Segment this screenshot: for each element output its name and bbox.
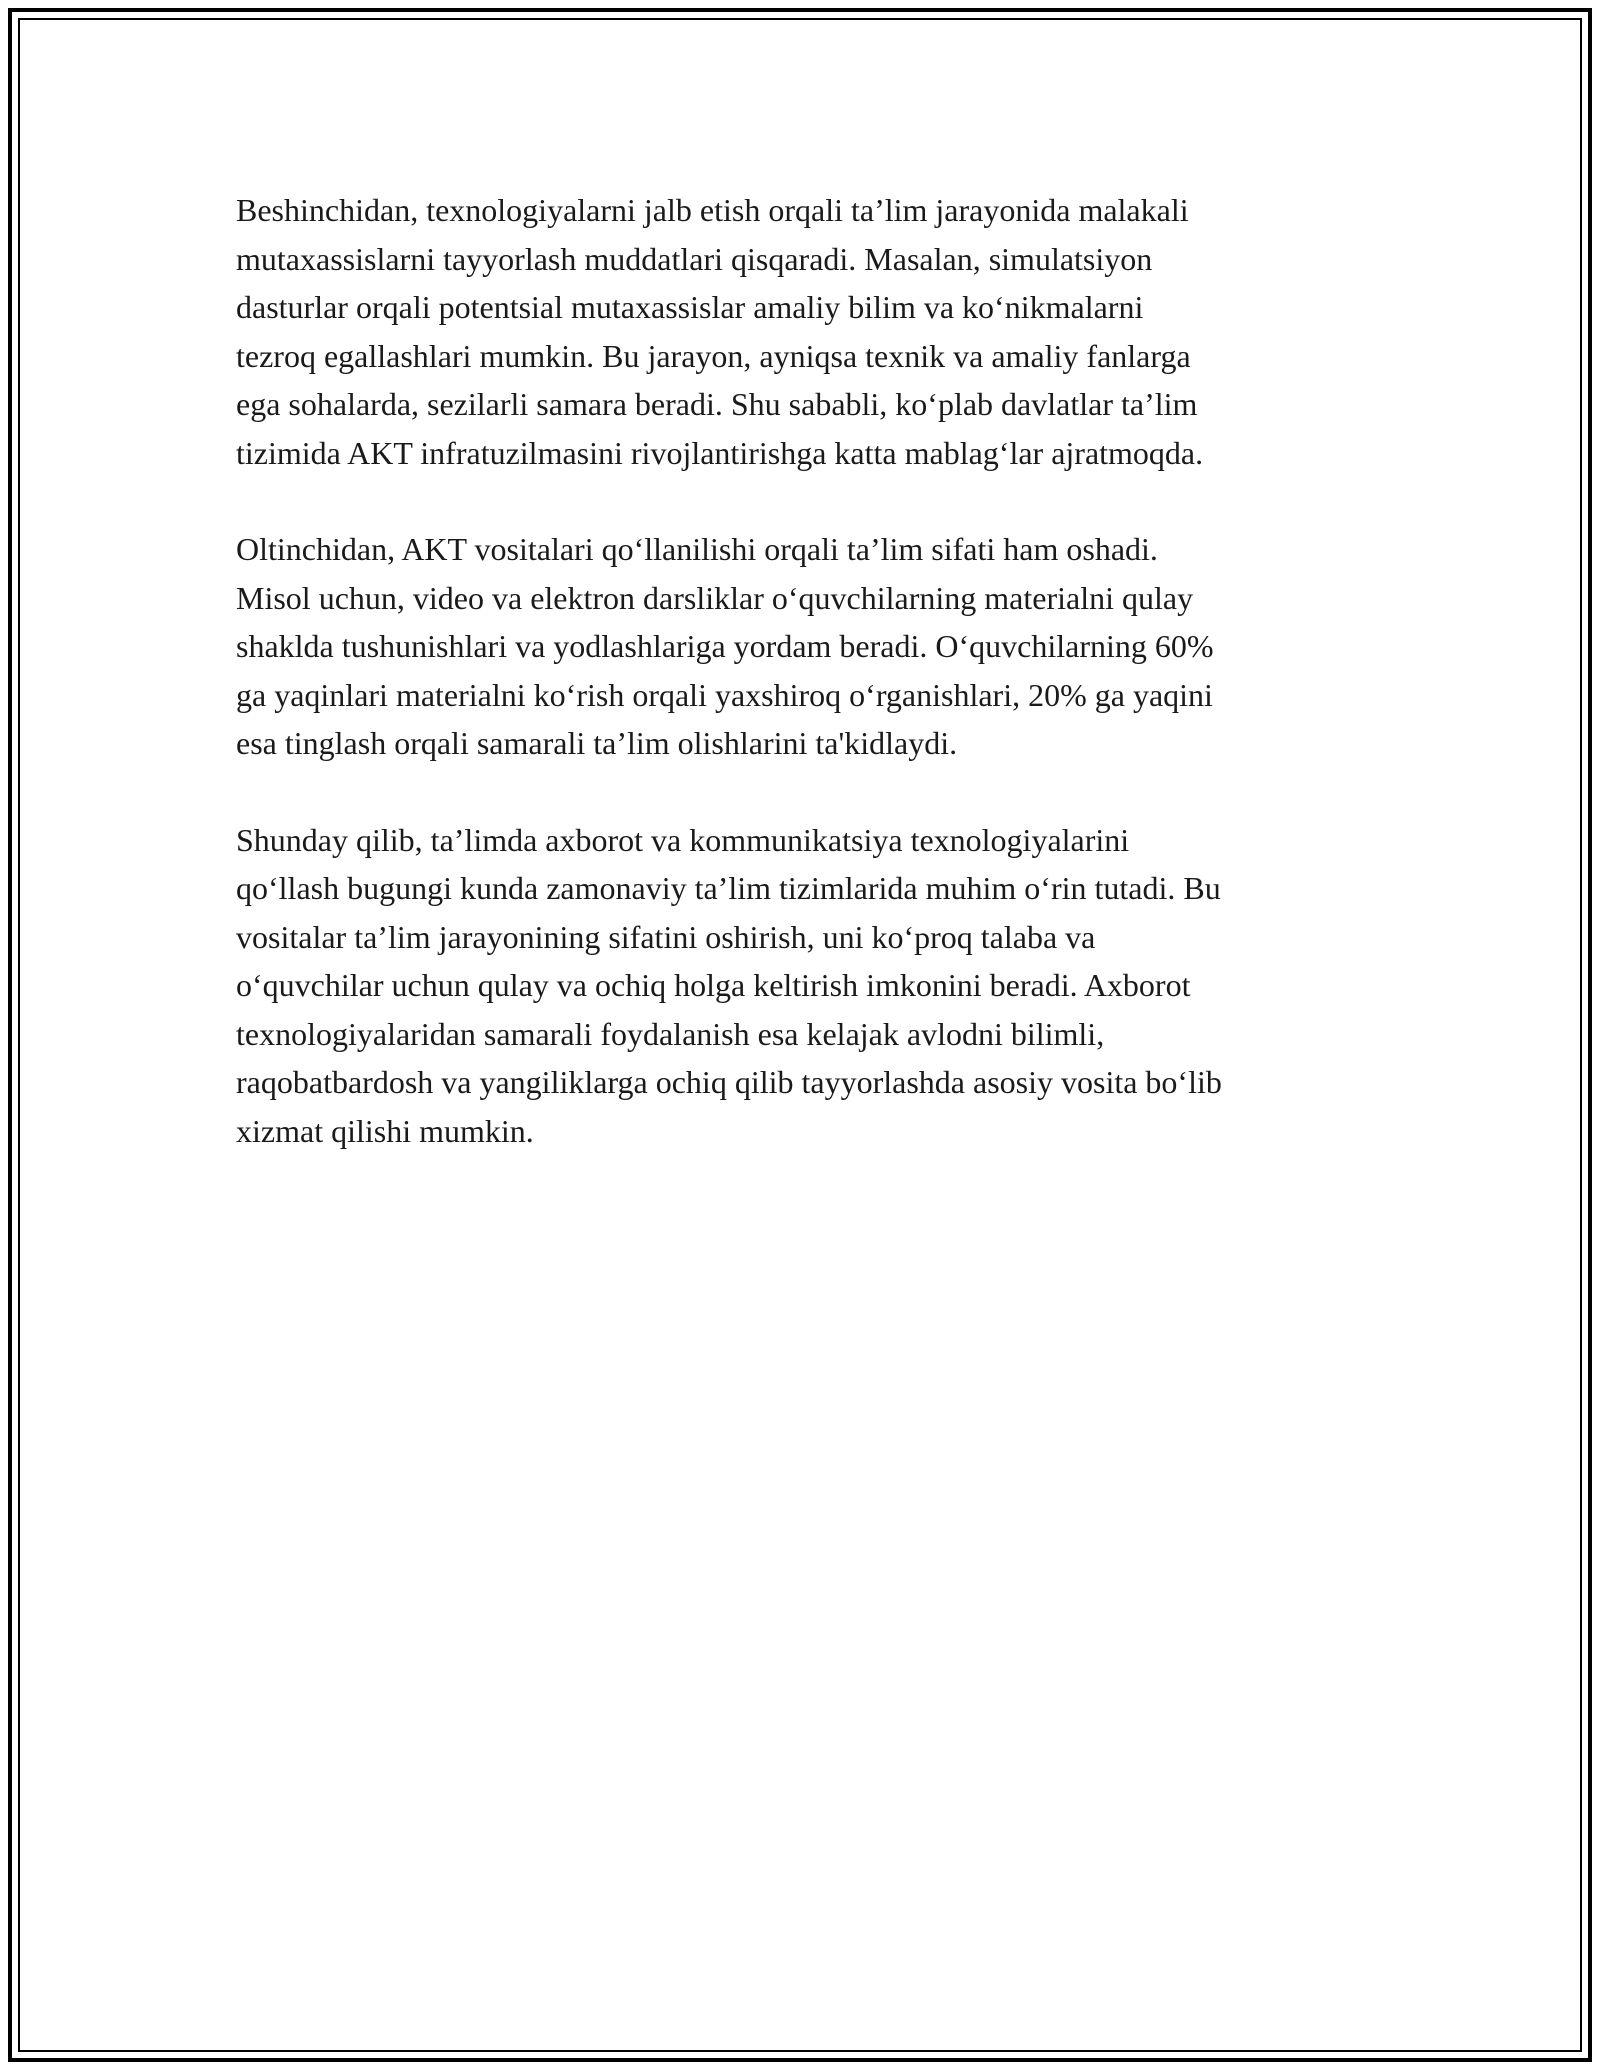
text-line: texnologiyalaridan samarali foydalanish esa kelajak avlodni bilimli, xyxy=(236,1015,1105,1052)
paragraph-2 xyxy=(236,525,1366,768)
text-line: Shunday qilib, ta’limda axborot va kommunikatsiya texnologiyalarini xyxy=(236,821,1130,858)
text-line: dasturlar orqali potentsial mutaxassislar amaliy bilim va ko‘nikmalarni xyxy=(236,289,1144,325)
text-line: vositalar ta’lim jarayonining sifatini oshirish, uni ko‘proq talaba va xyxy=(236,918,1096,955)
text-line: tizimida AKT infratuzilmasini rivojlantirishga katta mablag‘lar ajratmoqda. xyxy=(236,434,1204,471)
paragraph-1 xyxy=(236,186,1366,477)
text-line: o‘quvchilar uchun qulay va ochiq holga keltirish imkonini beradi. Axborot xyxy=(236,967,1191,1003)
text-line: shaklda tushunishlari va yodlashlariga yordam beradi. O‘quvchilarning 60% xyxy=(236,628,1214,664)
text-line: Beshinchidan, texnologiyalarni jalb etish orqali ta’lim jarayonida malakali xyxy=(236,192,1189,228)
text-line: xizmat qilishi mumkin. xyxy=(236,1112,534,1149)
text-line: esa tinglash orqali samarali ta’lim olishlarini ta'kidlaydi. xyxy=(236,725,958,761)
text-line: mutaxassislarni tayyorlash muddatlari qisqaradi. Masalan, simulatsiyon xyxy=(236,240,1153,277)
text-line: qo‘llash bugungi kunda zamonaviy ta’lim tizimlarida muhim o‘rin tutadi. Bu xyxy=(236,870,1221,906)
text-line: Oltinchidan, AKT vositalari qo‘llanilishi orqali ta’lim sifati ham oshadi. xyxy=(236,531,1158,567)
document-body xyxy=(236,186,1366,1203)
text-line: Misol uchun, video va elektron darsliklar o‘quvchilarning materialni qulay xyxy=(236,579,1194,616)
text-line: ga yaqinlari materialni ko‘rish orqali yaxshiroq o‘rganishlari, 20% ga yaqini xyxy=(236,676,1213,713)
text-line: raqobatbardosh va yangiliklarga ochiq qilib tayyorlashda asosiy vosita bo‘lib xyxy=(236,1064,1222,1100)
paragraph-3 xyxy=(236,816,1366,1156)
text-line: tezroq egallashlari mumkin. Bu jarayon, ayniqsa texnik va amaliy fanlarga xyxy=(236,337,1191,374)
text-line: ega sohalarda, sezilarli samara beradi. Shu sababli, ko‘plab davlatlar ta’lim xyxy=(236,386,1198,422)
